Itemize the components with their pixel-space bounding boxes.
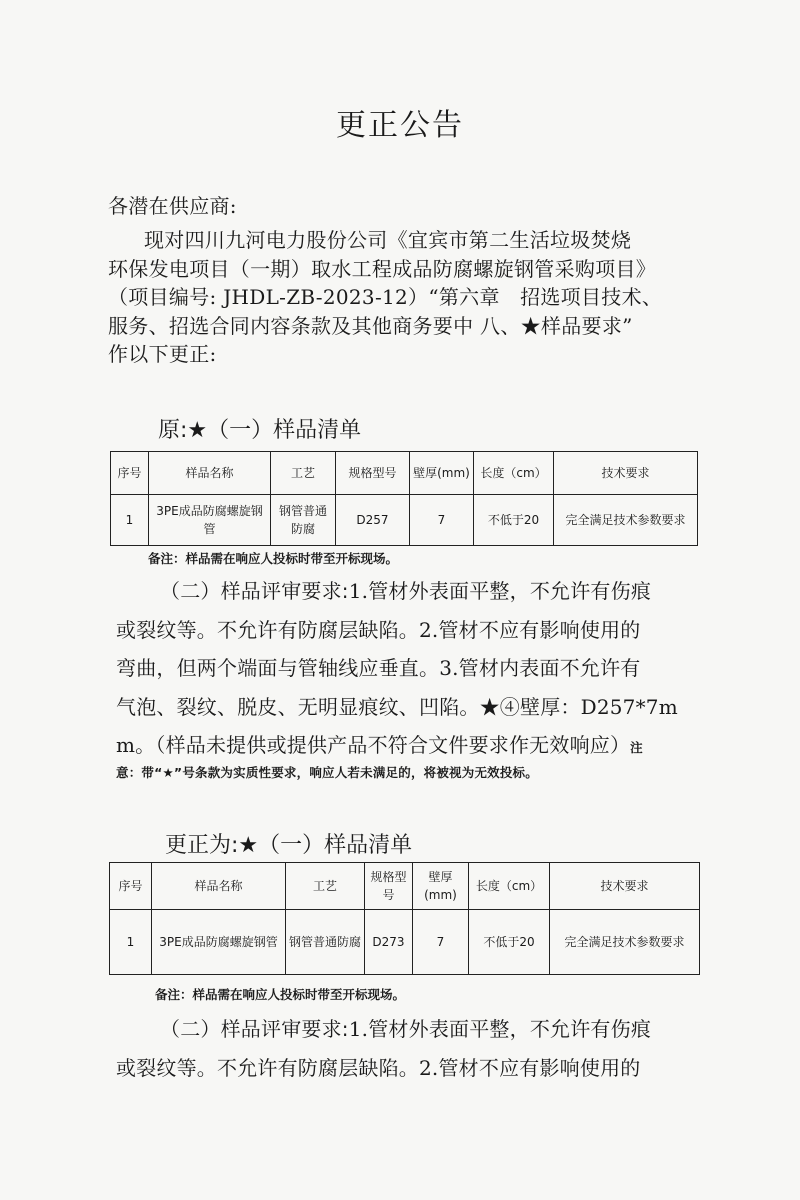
header-cell: 序号 — [110, 863, 152, 910]
table-cell: 7 — [410, 495, 474, 546]
original-sample-table — [110, 451, 698, 546]
requirement-line — [116, 572, 701, 611]
table-cell: 1 — [111, 495, 149, 546]
table-header-row — [111, 452, 698, 495]
header-cell: 长度（cm） — [469, 863, 550, 910]
note-start: 注 — [630, 740, 643, 755]
requirements-label: （二）样品评审要求: — [160, 579, 349, 603]
intro-paragraph — [108, 226, 698, 369]
table-cell: 7 — [413, 910, 469, 975]
table-cell: 完全满足技术参数要求 — [550, 910, 700, 975]
header-cell: 工艺 — [286, 863, 365, 910]
intro-line: 环保发电项目（一期）取水工程成品防腐螺旋钢管采购项目》 — [108, 256, 657, 281]
original-requirements — [116, 572, 701, 784]
table-cell: 钢管普通防腐 — [286, 910, 365, 975]
table-cell: 不低于20 — [474, 495, 554, 546]
original-sample-list-heading: 原:★（一）样品清单 — [158, 418, 362, 443]
header-cell: 样品名称 — [149, 452, 271, 495]
requirement-line: 或裂纹等。不允许有防腐层缺陷。2.管材不应有影响使用的 — [116, 1055, 641, 1080]
table-row — [111, 495, 698, 546]
table-cell: D257 — [336, 495, 410, 546]
header-cell: 长度（cm） — [474, 452, 554, 495]
table-header-row — [110, 863, 700, 910]
header-cell: 壁厚(mm) — [413, 863, 469, 910]
header-cell: 工艺 — [271, 452, 336, 495]
corrected-table-note: 备注：样品需在响应人投标时带至开标现场。 — [155, 987, 406, 1002]
header-cell: 规格型号 — [365, 863, 413, 910]
requirement-text: 1.管材外表面平整，不允许有伤痕 — [348, 579, 652, 603]
table-cell: 不低于20 — [469, 910, 550, 975]
table-cell: 完全满足技术参数要求 — [554, 495, 698, 546]
header-cell: 技术要求 — [554, 452, 698, 495]
greeting: 各潜在供应商: — [108, 194, 237, 218]
table-row — [110, 910, 700, 975]
table-cell: 3PE成品防腐螺旋钢管 — [149, 495, 271, 546]
table-cell: D273 — [365, 910, 413, 975]
corrected-sample-list-heading: 更正为:★（一）样品清单 — [165, 833, 413, 858]
header-cell: 壁厚(mm) — [410, 452, 474, 495]
intro-line: 服务、招选合同内容条款及其他商务要中 八、★样品要求” — [108, 313, 633, 338]
requirement-line: 弯曲，但两个端面与管轴线应垂直。3.管材内表面不允许有 — [116, 656, 641, 680]
header-cell: 序号 — [111, 452, 149, 495]
intro-line: 现对四川九河电力股份公司《宜宾市第二生活垃圾焚烧 — [144, 228, 632, 252]
requirement-line — [116, 1010, 701, 1049]
table-cell: 钢管普通防腐 — [271, 495, 336, 546]
page-title: 更正公告 — [336, 108, 464, 143]
table-cell: 1 — [110, 910, 152, 975]
original-table-note: 备注：样品需在响应人投标时带至开标现场。 — [148, 551, 399, 566]
corrected-sample-table — [109, 862, 700, 975]
header-cell: 规格型号 — [336, 452, 410, 495]
intro-line: （项目编号: JHDL-ZB-2023-12）“第六章 招选项目技术、 — [108, 285, 663, 309]
intro-line: 作以下更正: — [108, 342, 217, 366]
header-cell: 样品名称 — [152, 863, 286, 910]
requirement-line: 或裂纹等。不允许有防腐层缺陷。2.管材不应有影响使用的 — [116, 617, 641, 642]
substantive-requirement-note: 意：带“★”号条款为实质性要求，响应人若未满足的，将被视为无效投标。 — [116, 764, 538, 780]
requirement-text: 1.管材外表面平整，不允许有伤痕 — [348, 1017, 652, 1041]
requirements-label: （二）样品评审要求: — [160, 1017, 349, 1041]
table-cell: 3PE成品防腐螺旋钢管 — [152, 910, 286, 975]
requirement-text: m。（样品未提供或提供产品不符合文件要求作无效响应） — [116, 733, 631, 757]
corrected-requirements — [116, 1010, 701, 1087]
header-cell: 技术要求 — [550, 863, 700, 910]
requirement-line: 气泡、裂纹、脱皮、无明显痕纹、凹陷。★④壁厚：D257*7m — [116, 694, 678, 719]
